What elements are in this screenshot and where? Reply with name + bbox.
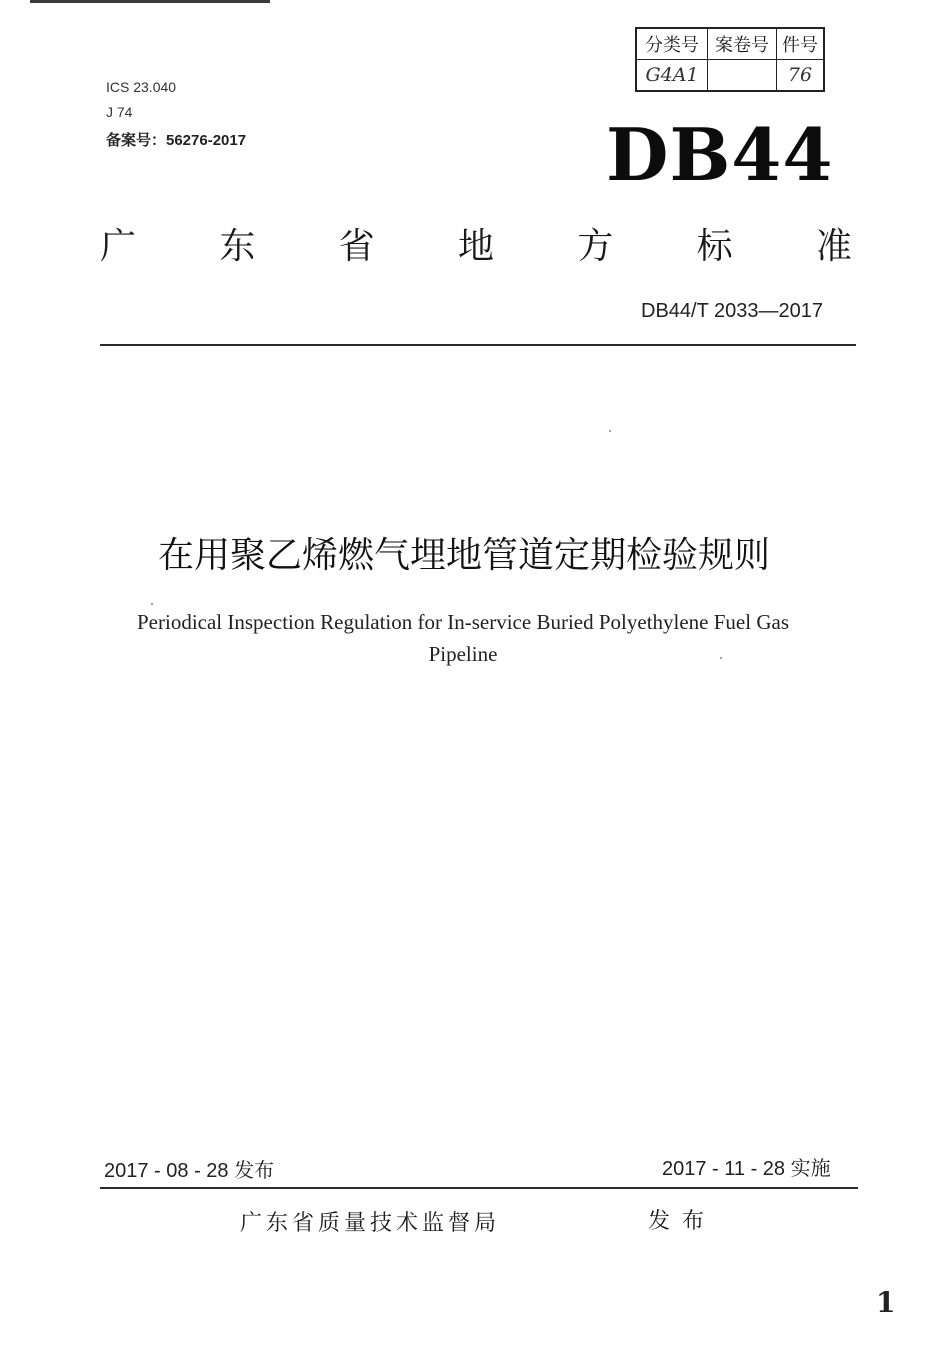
title-english-line: Periodical Inspection Regulation for In-service Buried Polyethylene Fuel Gas: [137, 610, 789, 634]
page-marker: 1: [876, 1286, 896, 1319]
issue-date: 2017 - 08 - 28 发布: [104, 1160, 275, 1182]
standard-code: DB44/T 2033—2017: [641, 300, 823, 322]
title-english-line: Pipeline: [428, 642, 498, 666]
db44-logo: DB44: [606, 112, 834, 197]
standard-type-char: 方: [577, 226, 614, 267]
scan-speck: [609, 430, 611, 432]
standard-type-char: 省: [338, 226, 375, 267]
file-volume-value: [708, 60, 777, 92]
standard-type-char: 地: [457, 226, 494, 267]
header-divider: [100, 344, 856, 346]
classification-box: [635, 27, 825, 92]
implementation-date: 2017 - 11 - 28 实施: [662, 1158, 831, 1180]
issuing-authority: 广东省质量技术监督局: [240, 1211, 501, 1236]
standard-type-char: 东: [219, 226, 256, 267]
scan-speck: [720, 657, 722, 659]
item-number-value: 76: [777, 60, 825, 92]
classification-header: 分类号: [636, 28, 708, 60]
file-volume-header: 案卷号: [708, 28, 777, 60]
standard-type-char: 准: [815, 226, 852, 267]
issue-action: 发布: [648, 1209, 717, 1234]
standard-type-char: 广: [100, 226, 137, 267]
record-number: 备案号：56276-2017: [106, 132, 247, 149]
standard-type-heading: [100, 218, 852, 269]
ccs-code: J 74: [106, 104, 133, 120]
ics-code: ICS 23.040: [106, 79, 177, 95]
scan-speck: [151, 603, 153, 605]
item-number-header: 件号: [777, 28, 825, 60]
scan-edge-line: [30, 0, 270, 3]
title-english: [95, 606, 831, 670]
standard-type-char: 标: [696, 226, 733, 267]
footer-divider: [100, 1187, 858, 1189]
classification-value: G4A1: [636, 60, 708, 92]
title-chinese: 在用聚乙烯燃气埋地管道定期检验规则: [157, 535, 770, 576]
